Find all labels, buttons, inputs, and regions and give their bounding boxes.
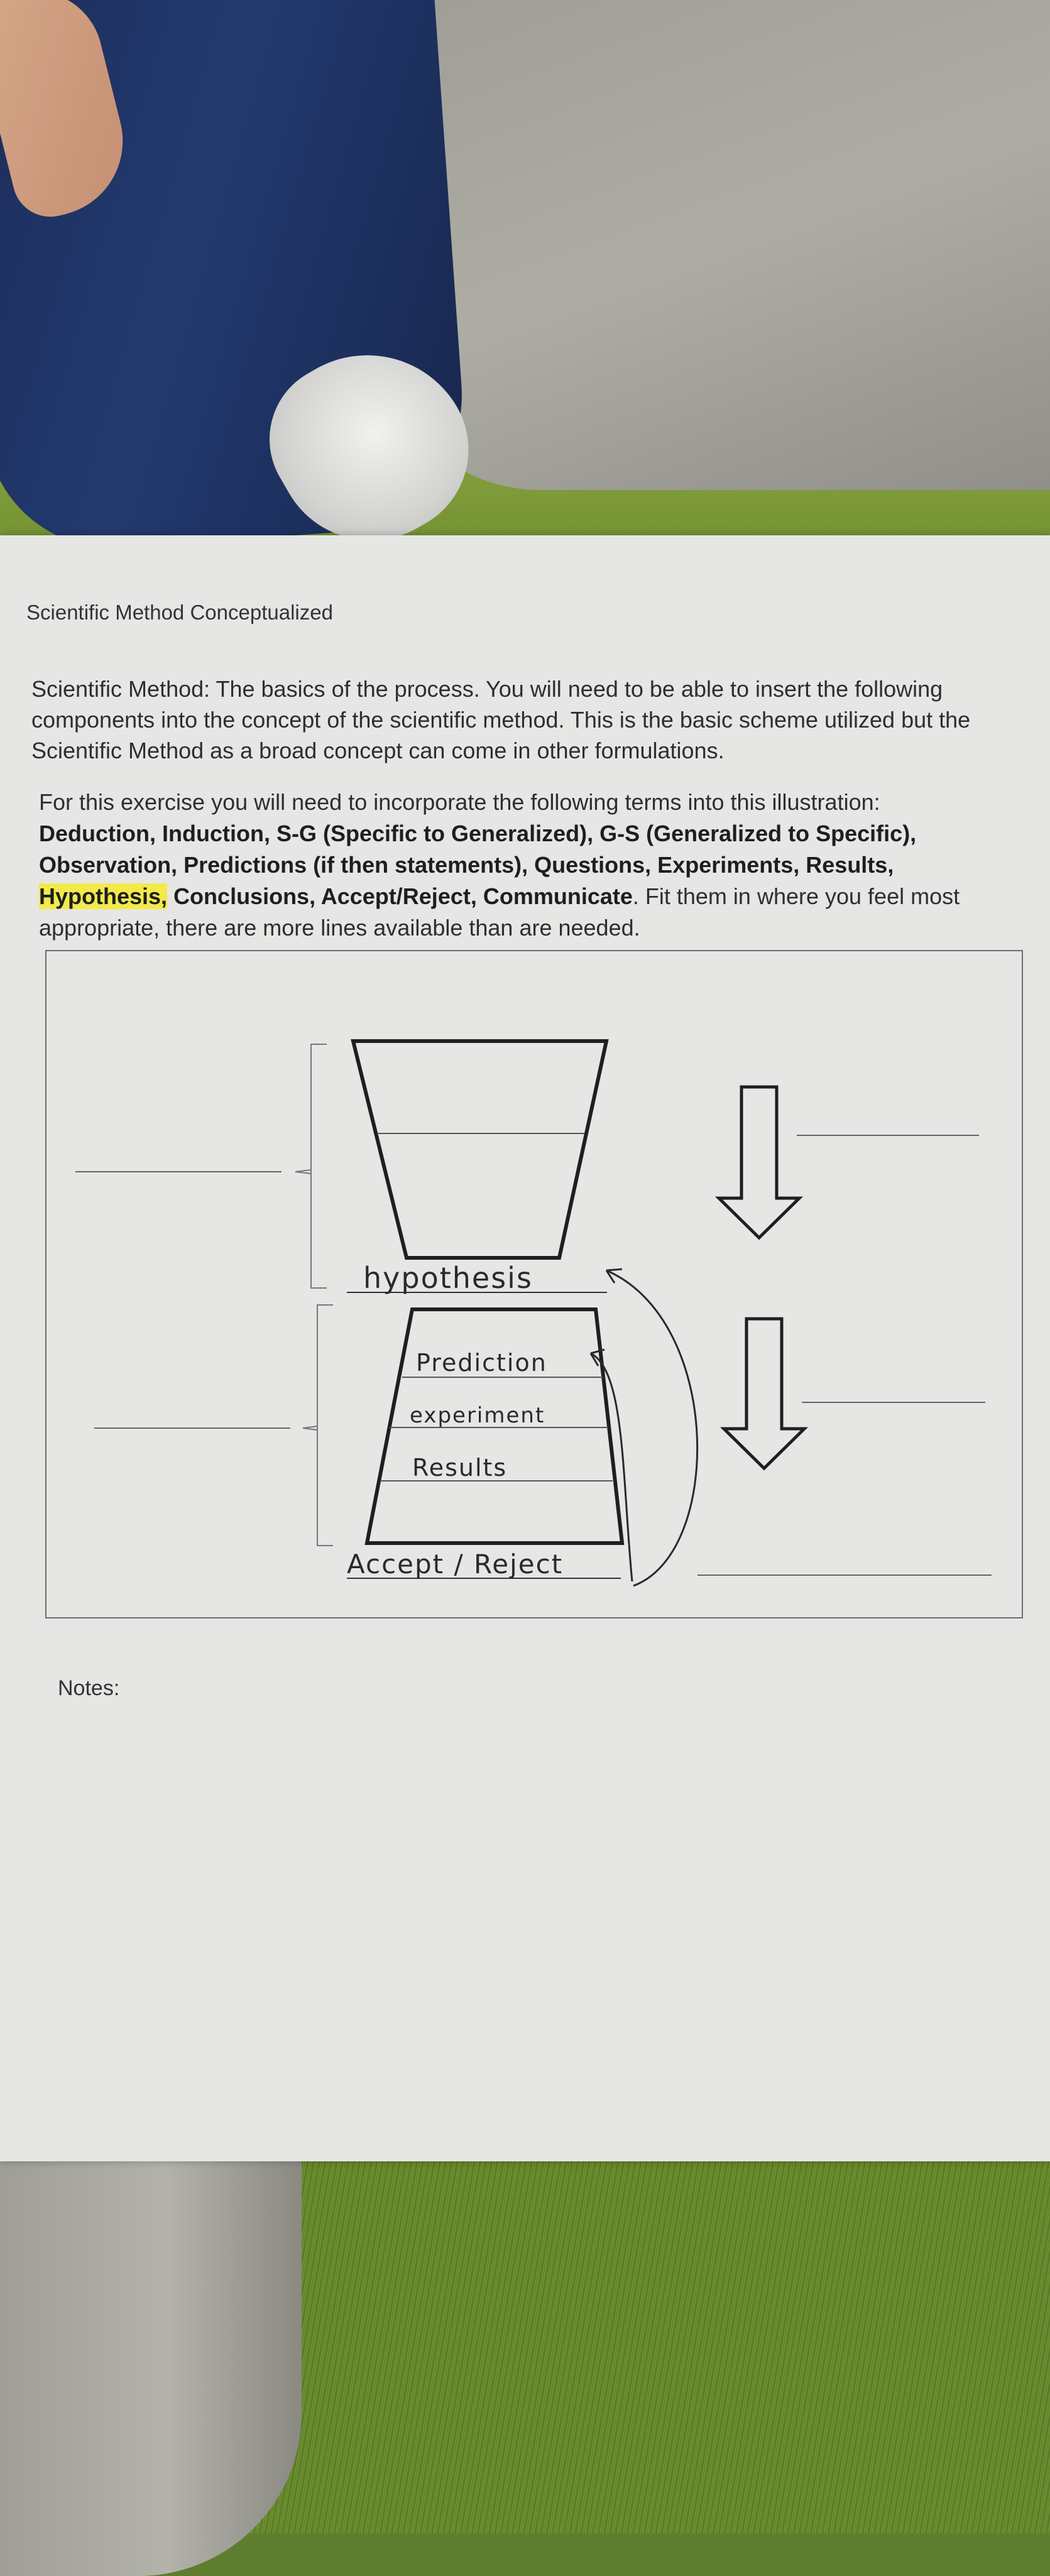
handwritten-experiment: experiment bbox=[410, 1403, 545, 1428]
chair-back bbox=[377, 0, 1050, 490]
down-arrow-lower-icon bbox=[724, 1319, 804, 1468]
upper-bracket bbox=[311, 1044, 327, 1288]
intro-paragraph: Scientific Method: The basics of the process. You will need to be able to insert the following components into the concept of the scientific method. This is the basic scheme utilized but the Scientific Method as a broad concept can come in other formulations. bbox=[31, 676, 971, 763]
handwritten-accept-reject: Accept / Reject bbox=[347, 1549, 564, 1580]
notes-label: Notes: bbox=[58, 1676, 120, 1700]
exercise-lead: For this exercise you will need to incorporate the following terms into this illustration: bbox=[39, 789, 880, 815]
lower-bracket bbox=[317, 1305, 333, 1546]
handwritten-results: Results bbox=[412, 1454, 508, 1482]
worksheet-paper bbox=[0, 535, 1050, 2161]
upper-funnel bbox=[353, 1041, 606, 1258]
exercise-tail: . Fit them in where you feel most appropriate, there are more lines available than are needed. bbox=[39, 883, 960, 941]
terms-list-part-1: Deduction, Induction, S-G (Specific to Generalized), G-S (Generalized to Specific), Observation, Predictions (if then statements), Questions, Experiments, Results, bbox=[39, 821, 917, 878]
upper-bracket-point bbox=[295, 1170, 311, 1174]
down-arrow-upper-icon bbox=[719, 1087, 799, 1238]
lower-bracket-point bbox=[303, 1426, 317, 1430]
handwritten-prediction: Prediction bbox=[416, 1349, 547, 1377]
terms-highlighted: Hypothesis, bbox=[39, 883, 168, 909]
handwritten-hypothesis: hypothesis bbox=[363, 1261, 533, 1295]
terms-list-part-2: Conclusions, Accept/Reject, Communicate bbox=[173, 883, 633, 909]
feedback-arrow-to-prediction-icon bbox=[591, 1353, 632, 1581]
stool bbox=[0, 2136, 302, 2576]
scientific-method-diagram bbox=[0, 535, 1050, 2161]
worksheet-title: Scientific Method Conceptualized bbox=[26, 601, 333, 624]
